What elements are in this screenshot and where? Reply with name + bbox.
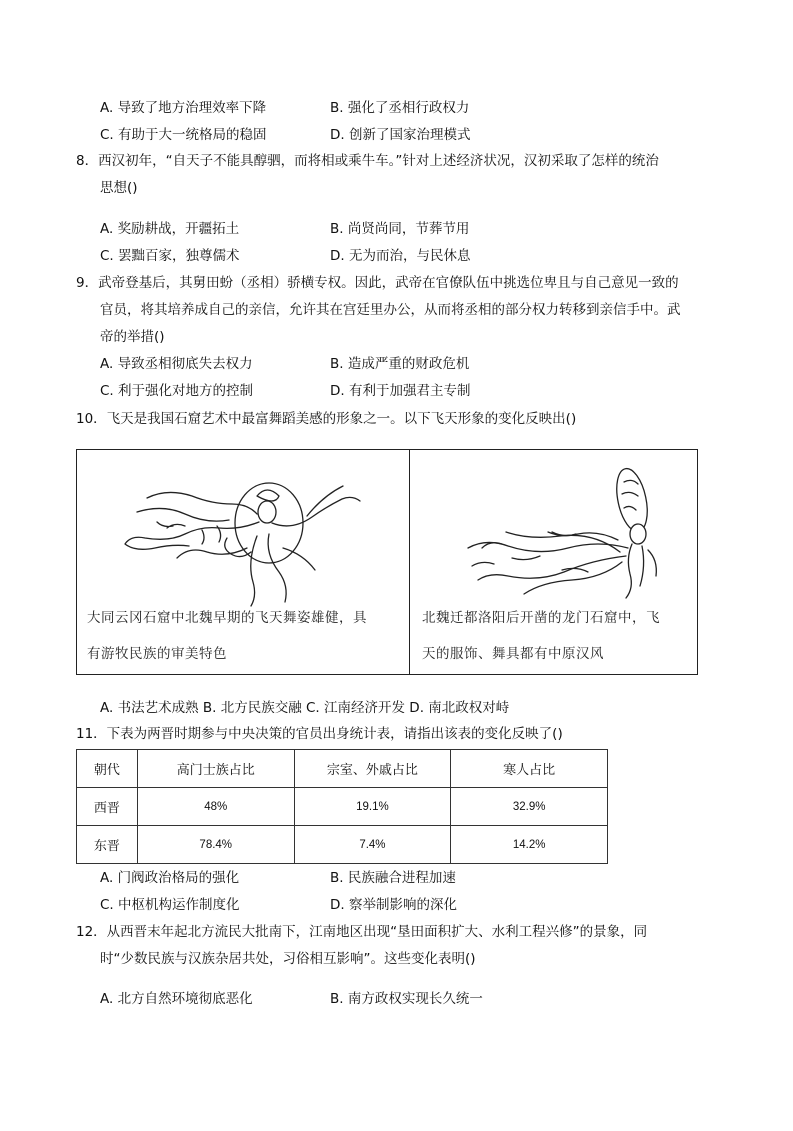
table-header-cell: 高门士族占比 <box>137 750 294 788</box>
left-caption-line2: 有游牧民族的审美特色 <box>87 646 227 662</box>
q7-option-c: C. 有助于大一统格局的稳固 <box>100 127 267 143</box>
q9-option-a: A. 导致丞相彻底失去权力 <box>100 356 253 372</box>
q8-option-b: B. 尚贤尚同，节葬节用 <box>330 221 470 237</box>
right-caption-line1: 北魏迁都洛阳后开凿的龙门石窟中，飞 <box>422 610 660 626</box>
figure-divider <box>409 450 410 674</box>
q8-option-a: A. 奖励耕战，开疆拓土 <box>100 221 240 237</box>
q7-option-d: D. 创新了国家治理模式 <box>330 127 471 143</box>
yungang-apsara-illustration <box>107 478 377 608</box>
table-cell: 西晋 <box>77 788 138 826</box>
table-header-cell: 朝代 <box>77 750 138 788</box>
table-header-cell: 宗室、外戚占比 <box>294 750 451 788</box>
q11-stem: 11．下表为两晋时期参与中央决策的官员出身统计表，请指出该表的变化反映了() <box>76 726 563 742</box>
longmen-apsara-illustration <box>442 462 682 602</box>
q8-stem-line2: 思想() <box>100 180 138 196</box>
table-cell: 7.4% <box>294 826 451 864</box>
table-cell: 19.1% <box>294 788 451 826</box>
q10-options: A. 书法艺术成熟 B. 北方民族交融 C. 江南经济开发 D. 南北政权对峙 <box>100 700 510 716</box>
table-cell: 48% <box>137 788 294 826</box>
table-cell: 32.9% <box>451 788 608 826</box>
q9-option-c: C. 利于强化对地方的控制 <box>100 383 254 399</box>
table-cell: 78.4% <box>137 826 294 864</box>
q9-stem-line1: 9．武帝登基后，其舅田蚡（丞相）骄横专权。因此，武帝在官僚队伍中挑选位卑且与自己意见一致的 <box>76 275 679 291</box>
q11-option-d: D. 察举制影响的深化 <box>330 897 457 913</box>
q9-option-d: D. 有利于加强君主专制 <box>330 383 471 399</box>
q12-stem-line2: 时“少数民族与汉族杂居共处，习俗相互影响”。这些变化表明() <box>100 951 476 967</box>
q12-option-a: A. 北方自然环境彻底恶化 <box>100 991 253 1007</box>
q8-option-c: C. 罢黜百家，独尊儒术 <box>100 248 240 264</box>
q11-option-b: B. 民族融合进程加速 <box>330 870 456 886</box>
table-row <box>77 788 608 826</box>
q8-option-d: D. 无为而治，与民休息 <box>330 248 471 264</box>
table-row <box>77 826 608 864</box>
q11-option-c: C. 中枢机构运作制度化 <box>100 897 240 913</box>
q11-statistics-table <box>76 749 608 864</box>
table-cell: 东晋 <box>77 826 138 864</box>
q10-figure-box <box>76 449 698 675</box>
left-caption-line1: 大同云冈石窟中北魏早期的飞天舞姿雄健，具 <box>87 610 367 626</box>
q9-stem-line2: 官员，将其培养成自己的亲信，允许其在宫廷里办公，从而将丞相的部分权力转移到亲信手中。武 <box>100 302 681 318</box>
q9-option-b: B. 造成严重的财政危机 <box>330 356 470 372</box>
q7-option-b: B. 强化了丞相行政权力 <box>330 100 470 116</box>
right-caption-line2: 天的服饰、舞具都有中原汉风 <box>422 646 604 662</box>
q9-stem-line3: 帝的举措() <box>100 329 165 345</box>
q12-option-b: B. 南方政权实现长久统一 <box>330 991 483 1007</box>
table-cell: 14.2% <box>451 826 608 864</box>
table-header-row <box>77 750 608 788</box>
q11-option-a: A. 门阀政治格局的强化 <box>100 870 240 886</box>
q8-stem-line1: 8．西汉初年，“自天子不能具醇驷，而将相或乘牛车。”针对上述经济状况，汉初采取了怎样的统治 <box>76 153 659 169</box>
table-header-cell: 寒人占比 <box>451 750 608 788</box>
q10-stem: 10．飞天是我国石窟艺术中最富舞蹈美感的形象之一。以下飞天形象的变化反映出() <box>76 411 577 427</box>
q12-stem-line1: 12．从西晋末年起北方流民大批南下，江南地区出现“垦田面积扩大、水利工程兴修”的景象，同 <box>76 924 648 940</box>
q7-option-a: A. 导致了地方治理效率下降 <box>100 100 267 116</box>
